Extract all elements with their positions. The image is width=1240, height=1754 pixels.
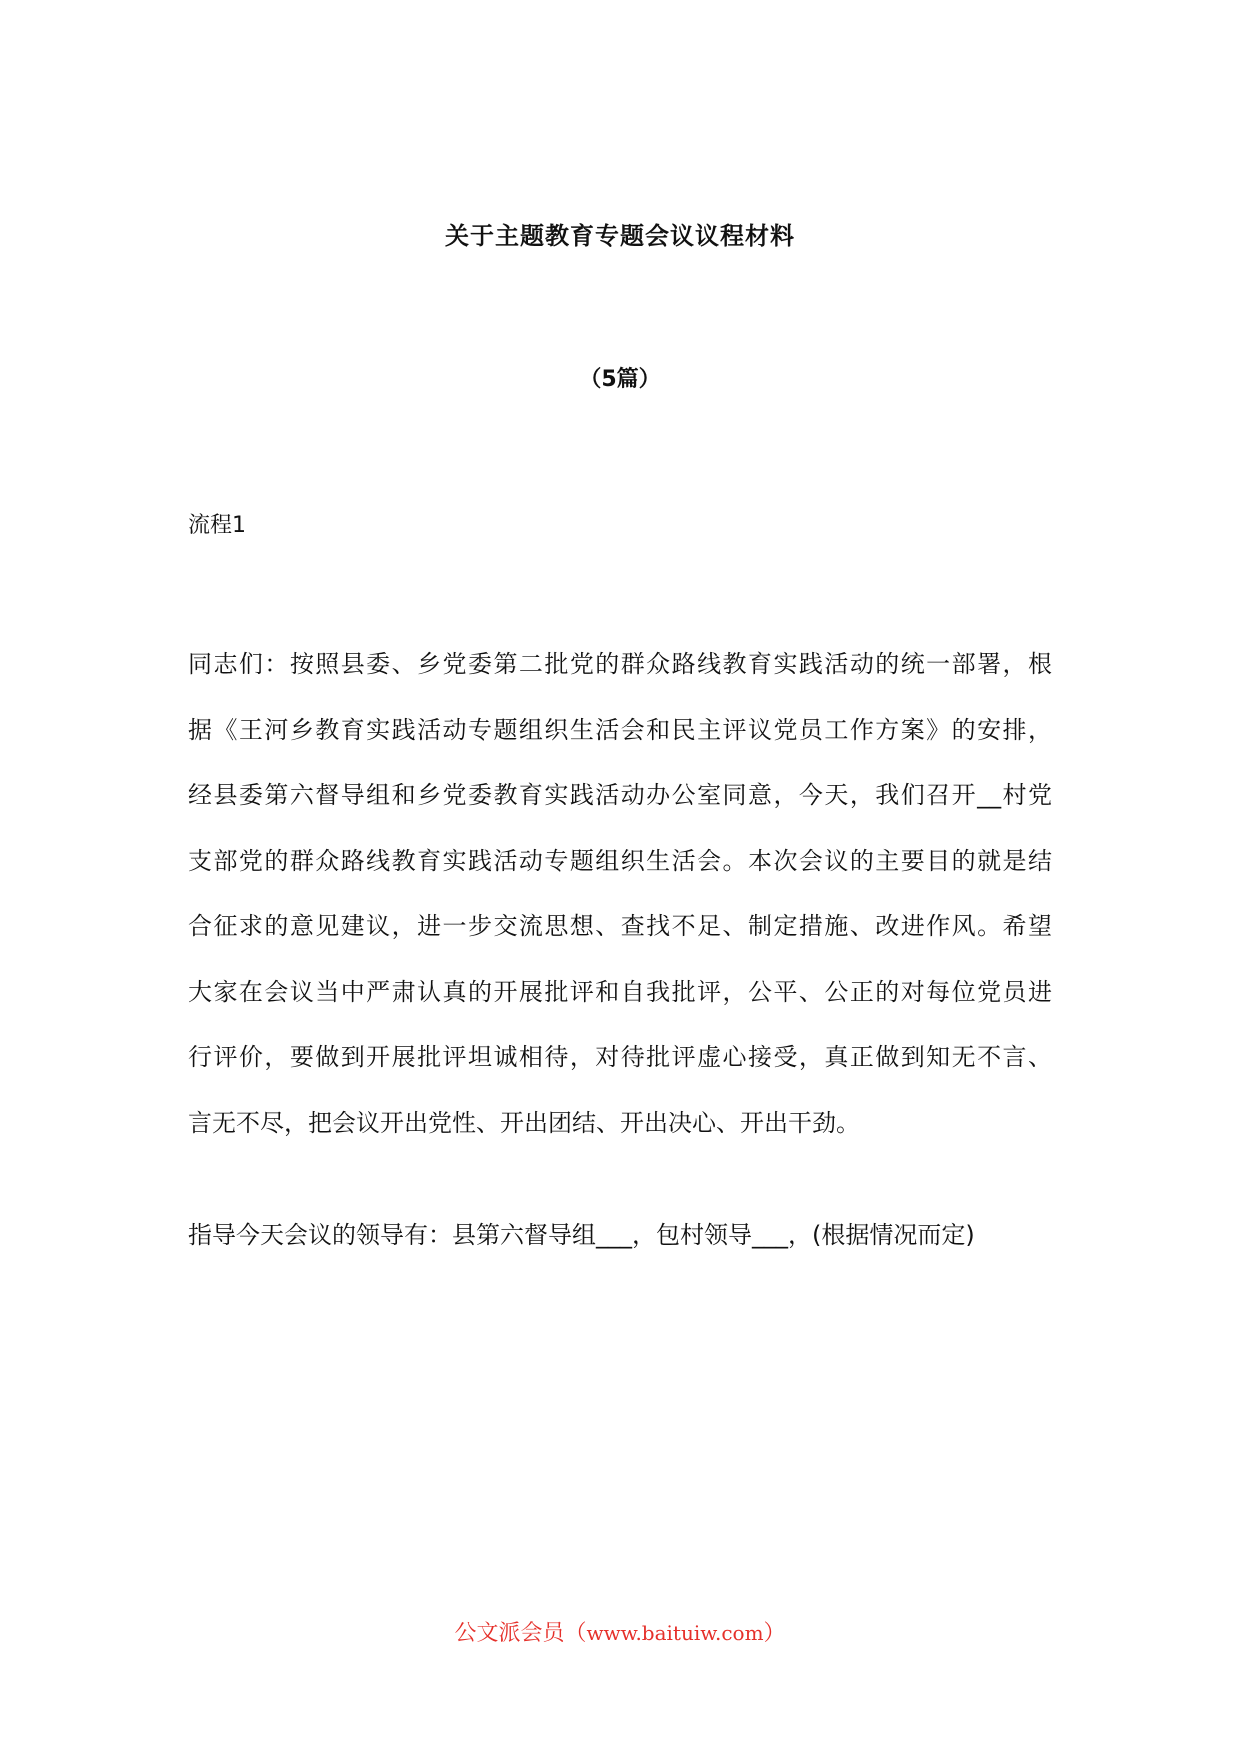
body-line: 经县委第六督导组和乡党委教育实践活动办公室同意，今天，我们召开__村党: [188, 781, 1052, 809]
body-line: 同志们：按照县委、乡党委第二批党的群众路线教育实践活动的统一部署，根: [188, 650, 1052, 678]
document-title: 关于主题教育专题会议议程材料: [445, 222, 795, 250]
document-subtitle: （5篇）: [579, 367, 661, 392]
footer-close-paren: ）: [763, 1621, 786, 1646]
body-line: 行评价，要做到开展批评坦诚相待，对待批评虚心接受，真正做到知无不言、: [188, 1043, 1052, 1071]
body-paragraph: [188, 632, 1052, 1156]
footer-url: www.baituiw.com: [586, 1621, 764, 1645]
leaders-line: 指导今天会议的领导有：县第六督导组___，包村领导___，(根据情况而定): [188, 1221, 975, 1249]
body-line: 据《王河乡教育实践活动专题组织生活会和民主评议党员工作方案》的安排，: [188, 715, 1052, 744]
footer-watermark: [0, 1616, 1240, 1647]
body-line: 言无不尽，把会议开出党性、开出团结、开出决心、开出干劲。: [188, 1108, 860, 1137]
body-line: 支部党的群众路线教育实践活动专题组织生活会。本次会议的主要目的就是结: [188, 846, 1052, 875]
body-line: 大家在会议当中严肃认真的开展批评和自我批评，公平、公正的对每位党员进: [188, 977, 1052, 1006]
body-line: 合征求的意见建议，进一步交流思想、查找不足、制定措施、改进作风。希望: [188, 912, 1052, 940]
section-heading: 流程1: [188, 513, 246, 538]
footer-site-name: 公文派会员（: [454, 1621, 587, 1646]
